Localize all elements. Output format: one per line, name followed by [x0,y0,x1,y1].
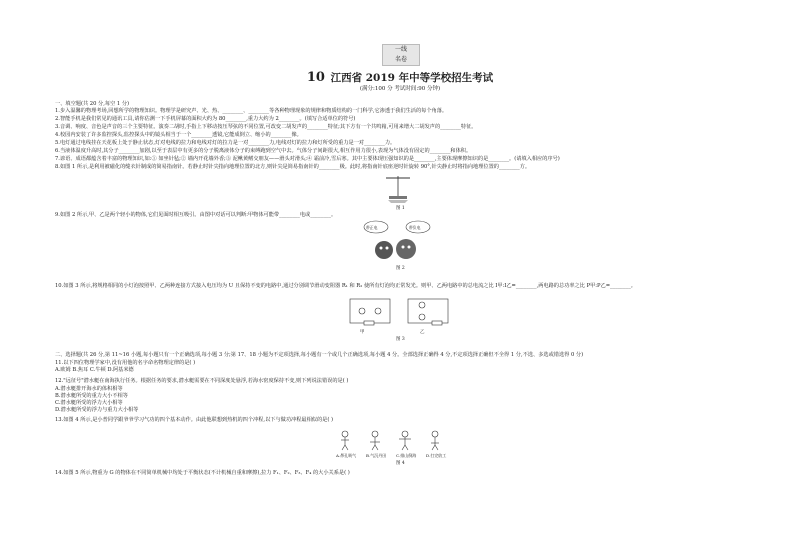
question-text: 13.如图 4 所示,是小普同学跟爷爷学习气功的四个基本动作。由此他联想到热机的四个冲程,以下与做功冲程最相似的是( ) [55,417,334,423]
question-text: 2.智能手机是我们常见的通讯工具,请你估测一下手机屏幕的面积大约为 80________,重力大约为 2________。(填写合适单位的符号) [55,116,356,122]
question-text: 10.如图 3 所示,将规格相同的小灯泡按照甲、乙两种连接方式接入电压均为 U 且保持不变的电路中,通过分别调节滑动变阻器 R₁ 和 R₂ 使所有灯泡均正常发光。则甲、乙两电路中的总电流之比 I甲:I乙=________,两电路的总功率之比 P甲:P乙=________。 [55,283,636,289]
question-options: A.欧姆 B.焦耳 C.牛顿 D.阿基米德 [55,367,134,373]
question-text: 6.当液体温度升高时,其分子________加剧,以至于表层中有更多的分子脱离液体分子的束缚跑到空气中去。气体分子间距很大,相互作用力很小,表现为气体没有固定的________和体积。 [55,148,472,154]
question-text: 3.音调、响度、音色是声音的三个主要特征。演奏二胡时,手指上下移动按压琴弦的不同位置,可改变二胡发声的________特征;其下方有一个共鸣箱,可用来增大二胡发声的________特征。 [55,124,477,130]
figure-4-option-a: A.鼻孔吸气 [336,453,357,458]
option-a: A.潜水艇排开海水的体积相等 [55,386,123,392]
section-heading: 一、填空题(共 20 分,每空 1 分) [55,101,130,107]
figure-4-caption: 图 4 [396,461,405,466]
stamp-line-1: 一线 [394,46,407,53]
figure-4-option-c: C.排山倒海 [396,453,417,458]
question-text: 1.步入温馨的物理考场,回想所学的物理知识。物理学是研究声、光、热、________、________等各种物理现象的规律和物质结构的一门科学,它渗透于我们生活的每个角落。 [55,108,448,114]
question-text: 11.以下四位物理学家中,没有用他的名字命名物理定律的是( ) [55,360,196,366]
option-b: B.潜水艇所受的重力大小不相等 [55,393,128,399]
figure-4-option-b: B.气沉丹田 [366,453,387,458]
figure-1-caption: 图 1 [396,206,405,211]
question-text: 5.电灯通过电线挂在天花板上处于静止状态,灯对电线的拉力和电线对灯的拉力是一对________力,电线对灯的拉力和灯所受的重力是一对________力。 [55,140,396,146]
option-c: C.潜水艇所受的浮力大小相等 [55,400,123,406]
figure-3-label-jia: 甲 [360,330,365,335]
question-text: 7.谚语、成语都蕴含着丰富的物理知识,如:① 如坐针毡;② 墙内开花墙外香;③ 泥鳅黄鳝交朋友——滑头对滑头;④ 霜前冷,雪后寒。其中主要体现压强知识的是________,主要体现摩擦知识的是________。(请填入相应的序号) [55,156,560,162]
paper-number: 10 [306,70,325,85]
question-text: 4.校园内安装了许多监控探头,监控探头中的镜头相当于一个________透镜,它能成倒立、缩小的________像。 [55,132,302,138]
page-title [0,70,800,85]
figure-4-option-d: D.打完收工 [426,453,447,458]
exam-subtitle: (满分:100 分 考试时间:90 分钟) [359,86,441,92]
paper-title: 江西省 2019 年中等学校招生考试 [330,72,494,84]
figure-4-qigong [330,430,450,452]
question-text: 12."远征号"潜水艇在南海执行任务。根据任务的要求,潜水艇需要在不同深度处悬浮,若海水密度保持不变,则下列说法错误的是( ) [55,378,349,384]
question-text: 9.如图 2 所示,甲、乙是两个轻小的物体,它们见面时相互吸引。由图中对话可以判断:甲物体可能带________电或________。 [55,212,337,218]
section-heading: 二、选择题(共 26 分,第 11~16 小题,每小题只有一个正确选项,每小题 3 分;第 17、18 小题为不定项选择,每小题有一个或几个正确选项,每小题 4 分。全部选择正确得 4 分,不定项选择正确但不全得 1 分,不选、多选或错选得 0 分) [55,352,584,358]
figure-3-caption: 图 3 [396,337,405,342]
question-text: 8.如图 1 所示,是利用被磁化的缝衣针制成的简易指南针。若静止时针尖指向地理位置的北方,则针尖是简易指南针的________极。此时,将指南针底座逆时针旋转 90°,针尖静止时将指向地理位置的________方。 [55,164,531,170]
figure-2-bubble-right: 带负电 [409,225,421,230]
figure-2-bubble-left: 带正电 [366,225,378,230]
figure-3-circuits [344,293,456,331]
figure-2-caption: 图 2 [396,266,405,271]
figure-3-label-yi: 乙 [420,330,425,335]
exam-stamp [382,44,420,66]
figure-1-compass [383,172,413,204]
question-text: 14.如图 5 所示,物重为 G 的物体在不同简单机械中均处于平衡状态(不计机械自重和摩擦),拉力 F₁、F₂、F₃、F₄ 的大小关系是( ) [55,470,350,476]
option-d: D.潜水艇所受的浮力与重力大小相等 [55,407,139,413]
stamp-line-2: 名卷 [394,56,407,63]
